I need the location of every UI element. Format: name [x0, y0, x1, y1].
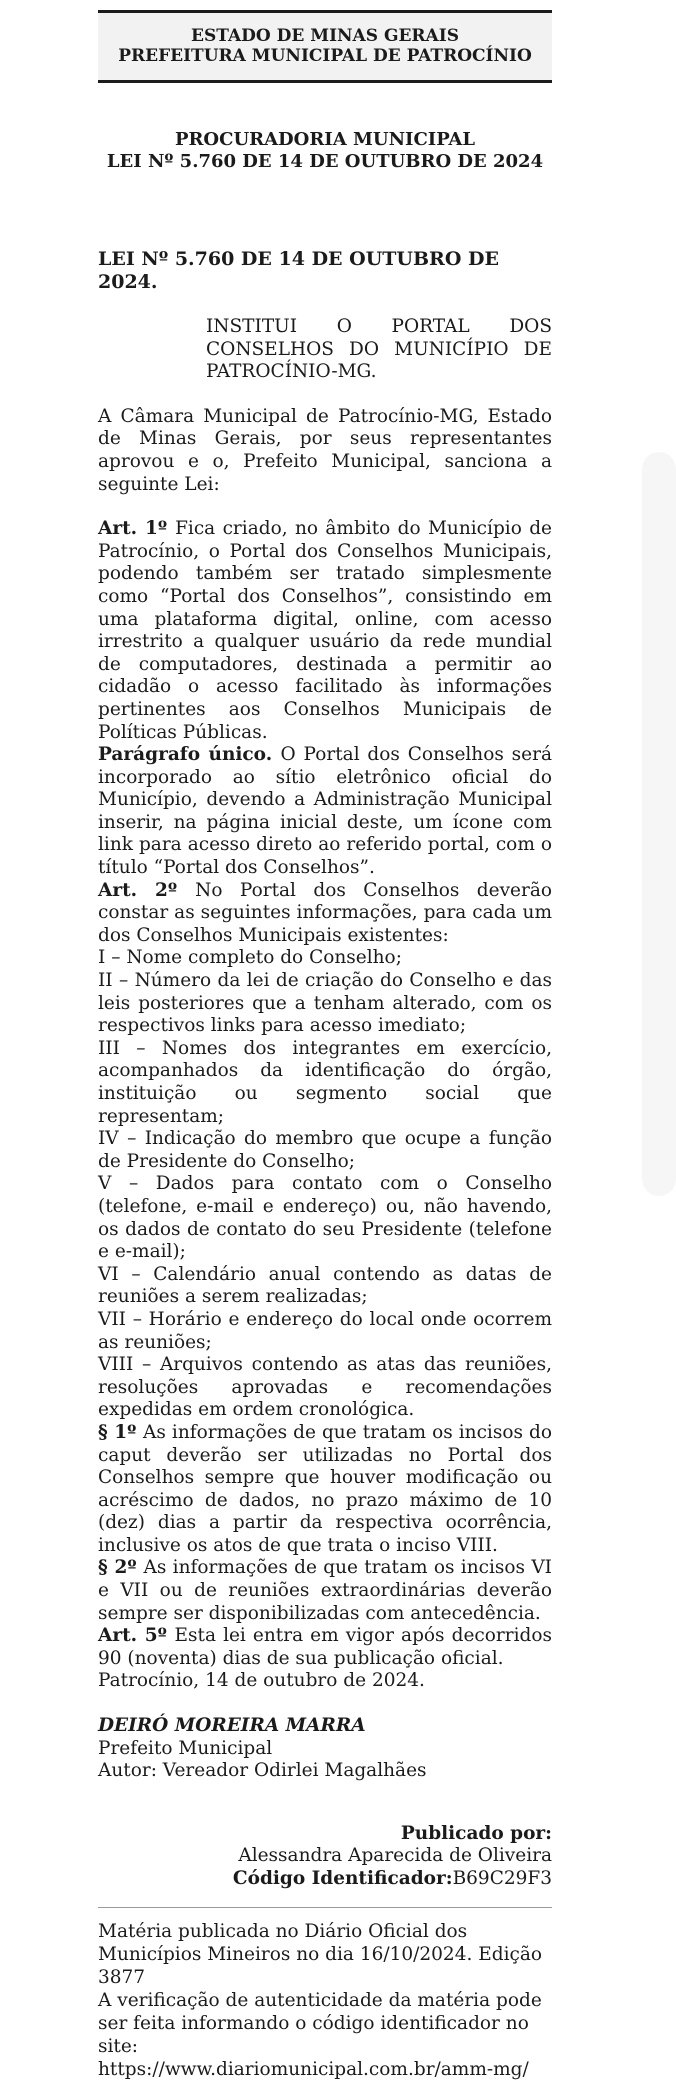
publication-block	[98, 1823, 552, 1891]
letterhead-box	[98, 10, 552, 83]
law-number-title: LEI Nº 5.760 DE 14 DE OUTUBRO DE 2024	[106, 150, 544, 172]
identifier-label: Código Identificador:	[232, 1868, 453, 1889]
letterhead-state: ESTADO DE MINAS GERAIS	[191, 26, 459, 46]
author-line: Autor: Vereador Odirlei Magalhães	[98, 1760, 427, 1782]
verification-url: https://www.diariomunicipal.com.br/amm-mg/	[98, 2058, 529, 2080]
law-paragraph-art5: Art. 5º Esta lei entra em vigor após decorridos 90 (noventa) dias de sua publicação oficial.	[98, 1625, 552, 1669]
footer-note	[98, 1920, 552, 2081]
published-by-label: Publicado por:	[400, 1822, 552, 1844]
law-paragraph-art2: Art. 2º No Portal dos Conselhos deverão constar as seguintes informações, para cada um dos Conselhos Municipais existentes:	[98, 879, 553, 946]
letterhead-municipality: PREFEITURA MUNICIPAL DE PATROCÍNIO	[118, 45, 532, 66]
publication-info: Matéria publicada no Diário Oficial dos Municípios Mineiros no dia 16/10/2024. Edição 3877	[98, 1920, 543, 1988]
signatory-role: Prefeito Municipal	[98, 1737, 273, 1759]
footer-divider	[98, 1907, 552, 1908]
law-paragraph-2: § 2º As informações de que tratam os incisos VI e VII ou de reuniões extraordinárias deverão sempre ser disponibilizadas com antecedência.	[98, 1557, 552, 1624]
law-inciso-iii: III – Nomes dos integrantes em exercício, acompanhados da identificação do órgão, instituição ou segmento social que representam;	[98, 1037, 552, 1127]
scrollbar-overlay[interactable]	[642, 452, 676, 1196]
law-inciso-v: V – Dados para contato com o Conselho (telefone, e-mail e endereço) ou, não havendo, os dados de contato do seu Presidente (telefone e e-mail);	[98, 1173, 552, 1263]
law-inciso-iv: IV – Indicação do membro que ocupe a função de Presidente do Conselho;	[98, 1128, 552, 1172]
verification-info: A verificação de autenticidade da matéria pode ser feita informando o código identificador no site: https://www.diariomunicipal.com.br/amm-mg/	[98, 1989, 542, 2080]
identifier-value: B69C29F3	[452, 1868, 552, 1889]
law-body	[98, 518, 552, 1670]
document-title-block	[98, 129, 552, 172]
law-heading: LEI Nº 5.760 DE 14 DE OUTUBRO DE 2024.	[98, 248, 499, 293]
law-inciso-ii: II – Número da lei de criação do Conselho e das leis posteriores que a tenham alterado, com os respectivos links para acesso imediato;	[98, 970, 552, 1037]
identifier-line	[98, 1868, 552, 1891]
place-date-line: Patrocínio, 14 de outubro de 2024.	[98, 1670, 425, 1692]
law-preamble: A Câmara Municipal de Patrocínio-MG, Estado de Minas Gerais, por seus representantes aprovou e o, Prefeito Municipal, sanciona a seguinte Lei:	[98, 405, 552, 495]
law-paragraph-paragrafo-unico: Parágrafo único. O Portal dos Conselhos será incorporado ao sítio eletrônico oficial do Município, devendo a Administração Municipal inserir, na página inicial deste, um ícone com link para acesso direto ao referido portal, com o título “Portal dos Conselhos”.	[98, 744, 553, 879]
published-by-name: Alessandra Aparecida de Oliveira	[238, 1845, 552, 1867]
law-inciso-vii: VII – Horário e endereço do local onde ocorrem as reuniões;	[98, 1308, 552, 1353]
document-page	[98, 0, 552, 2081]
law-inciso-i: I – Nome completo do Conselho;	[98, 947, 402, 969]
law-paragraph-art1: Art. 1º Fica criado, no âmbito do Município de Patrocínio, o Portal dos Conselhos Municipais, podendo também ser tratado simplesmente como “Portal dos Conselhos”, consistindo em uma plataforma digital, online, com acesso irrestrito a qualquer usuário da rede mundial de computadores, destinada a permitir ao cidadão o acesso facilitado às informações pertinentes aos Conselhos Municipais de Políticas Públicas.	[98, 518, 552, 743]
department-title: PROCURADORIA MUNICIPAL	[174, 129, 476, 150]
law-epigraph: INSTITUI O PORTAL DOS CONSELHOS DO MUNICÍPIO DE PATROCÍNIO-MG.	[206, 316, 552, 383]
law-paragraph-1: § 1º As informações de que tratam os incisos do caput deverão ser utilizadas no Portal dos Conselhos sempre que houver modificação ou acréscimo de dados, no prazo máximo de 10 (dez) dias a partir da respectiva ocorrência, inclusive os atos de que trata o inciso VIII.	[98, 1421, 552, 1556]
signatory-name: DEIRÓ MOREIRA MARRA	[98, 1715, 366, 1737]
law-inciso-viii: VIII – Arquivos contendo as atas das reuniões, resoluções aprovadas e recomendações expedidas em ordem cronológica.	[98, 1354, 552, 1421]
law-inciso-vi: VI – Calendário anual contendo as datas de reuniões a serem realizadas;	[98, 1263, 552, 1308]
